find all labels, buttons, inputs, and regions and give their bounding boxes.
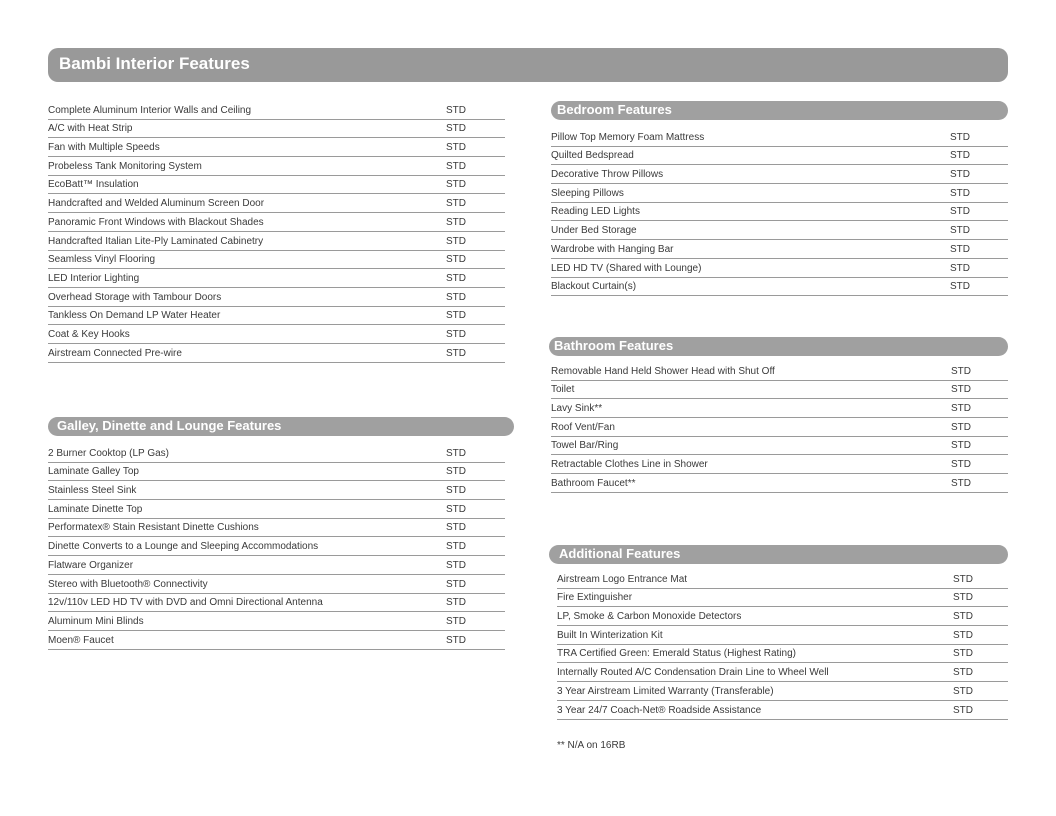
- page-title-banner: [48, 48, 1008, 82]
- feature-row: [48, 481, 505, 500]
- feature-row: [551, 437, 1008, 456]
- feature-row: [48, 307, 505, 326]
- feature-value: STD: [950, 225, 970, 237]
- feature-row: [551, 184, 1008, 203]
- feature-row: [551, 278, 1008, 297]
- feature-label: Pillow Top Memory Foam Mattress: [551, 131, 705, 143]
- feature-value: STD: [446, 272, 466, 284]
- feature-row: [48, 631, 505, 650]
- feature-label: Airstream Connected Pre-wire: [48, 347, 182, 359]
- feature-label: Panoramic Front Windows with Blackout Shades: [48, 216, 264, 228]
- feature-row: [48, 556, 505, 575]
- feature-row: [551, 147, 1008, 166]
- feature-label: Wardrobe with Hanging Bar: [551, 243, 674, 255]
- feature-label: Internally Routed A/C Condensation Drain Line to Wheel Well: [557, 667, 829, 679]
- feature-label: Removable Hand Held Shower Head with Shut Off: [551, 365, 775, 377]
- feature-value: STD: [446, 559, 466, 571]
- bathroom-section-banner: [549, 337, 1008, 356]
- feature-row: [551, 418, 1008, 437]
- feature-value: STD: [950, 187, 970, 199]
- feature-value: STD: [446, 634, 466, 646]
- feature-label: Lavy Sink**: [551, 403, 603, 415]
- feature-value: STD: [446, 160, 466, 172]
- feature-row: [48, 519, 505, 538]
- feature-row: [48, 537, 505, 556]
- feature-label: Towel Bar/Ring: [551, 440, 619, 452]
- feature-label: Flatware Organizer: [48, 559, 134, 571]
- feature-row: [48, 232, 505, 251]
- bathroom-section-title: Bathroom Features: [554, 338, 674, 353]
- feature-row: [551, 203, 1008, 222]
- feature-row: [48, 444, 505, 463]
- feature-label: Blackout Curtain(s): [551, 281, 637, 293]
- feature-row: [557, 701, 1008, 720]
- feature-row: [48, 157, 505, 176]
- feature-value: STD: [951, 459, 971, 471]
- feature-label: Bathroom Faucet**: [551, 477, 636, 489]
- feature-row: [48, 463, 505, 482]
- bathroom-features-list: [551, 362, 1008, 493]
- feature-label: Quilted Bedspread: [551, 150, 634, 162]
- feature-label: Under Bed Storage: [551, 225, 637, 237]
- feature-label: Probeless Tank Monitoring System: [48, 160, 202, 172]
- feature-value: STD: [951, 477, 971, 489]
- feature-row: [551, 474, 1008, 493]
- feature-label: Tankless On Demand LP Water Heater: [48, 310, 221, 322]
- feature-label: Coat & Key Hooks: [48, 328, 130, 340]
- feature-row: [557, 589, 1008, 608]
- feature-row: [551, 362, 1008, 381]
- feature-value: STD: [953, 573, 973, 585]
- feature-row: [48, 213, 505, 232]
- feature-value: STD: [446, 485, 466, 497]
- feature-label: LP, Smoke & Carbon Monoxide Detectors: [557, 611, 742, 623]
- feature-label: Stainless Steel Sink: [48, 485, 137, 497]
- additional-section-banner: [549, 545, 1008, 564]
- feature-row: [551, 128, 1008, 147]
- feature-row: [557, 682, 1008, 701]
- feature-row: [48, 288, 505, 307]
- feature-row: [551, 381, 1008, 400]
- additional-features-list: [557, 570, 1008, 720]
- feature-row: [557, 570, 1008, 589]
- feature-label: Sleeping Pillows: [551, 187, 624, 199]
- feature-value: STD: [446, 347, 466, 359]
- feature-row: [48, 194, 505, 213]
- feature-row: [551, 240, 1008, 259]
- feature-value: STD: [950, 262, 970, 274]
- feature-label: 2 Burner Cooktop (LP Gas): [48, 447, 169, 459]
- feature-label: TRA Certified Green: Emerald Status (Highest Rating): [557, 648, 796, 660]
- feature-row: [48, 575, 505, 594]
- feature-label: Dinette Converts to a Lounge and Sleeping Accommodations: [48, 541, 319, 553]
- feature-label: Built In Winterization Kit: [557, 629, 663, 641]
- feature-label: Decorative Throw Pillows: [551, 169, 664, 181]
- page-title: Bambi Interior Features: [59, 54, 250, 73]
- feature-value: STD: [446, 466, 466, 478]
- feature-value: STD: [953, 629, 973, 641]
- feature-row: [551, 259, 1008, 278]
- feature-value: STD: [446, 216, 466, 228]
- feature-label: LED Interior Lighting: [48, 272, 140, 284]
- galley-section-title: Galley, Dinette and Lounge Features: [57, 418, 282, 433]
- feature-value: STD: [953, 648, 973, 660]
- feature-value: STD: [446, 541, 466, 553]
- feature-row: [48, 251, 505, 270]
- feature-value: STD: [951, 384, 971, 396]
- feature-label: EcoBatt™ Insulation: [48, 179, 139, 191]
- feature-label: Handcrafted Italian Lite-Ply Laminated Cabinetry: [48, 235, 264, 247]
- feature-label: 3 Year Airstream Limited Warranty (Transferable): [557, 685, 774, 697]
- feature-label: Airstream Logo Entrance Mat: [557, 573, 688, 585]
- feature-label: Roof Vent/Fan: [551, 421, 615, 433]
- feature-value: STD: [446, 142, 466, 154]
- feature-value: STD: [446, 198, 466, 210]
- feature-label: LED HD TV (Shared with Lounge): [551, 262, 702, 274]
- feature-value: STD: [953, 611, 973, 623]
- feature-label: Laminate Dinette Top: [48, 503, 143, 515]
- feature-value: STD: [951, 421, 971, 433]
- feature-value: STD: [446, 104, 466, 116]
- feature-value: STD: [951, 440, 971, 452]
- feature-value: STD: [950, 150, 970, 162]
- feature-row: [551, 399, 1008, 418]
- feature-label: Overhead Storage with Tambour Doors: [48, 291, 222, 303]
- feature-value: STD: [953, 704, 973, 716]
- feature-row: [48, 138, 505, 157]
- feature-row: [48, 612, 505, 631]
- feature-label: Retractable Clothes Line in Shower: [551, 459, 708, 471]
- feature-label: Handcrafted and Welded Aluminum Screen Door: [48, 198, 265, 210]
- feature-label: A/C with Heat Strip: [48, 123, 133, 135]
- footnote: ** N/A on 16RB: [557, 740, 626, 751]
- feature-label: Fire Extinguisher: [557, 592, 633, 604]
- feature-row: [557, 607, 1008, 626]
- feature-label: Stereo with Bluetooth® Connectivity: [48, 578, 208, 590]
- feature-value: STD: [953, 592, 973, 604]
- interior-features-list: [48, 101, 505, 363]
- galley-features-list: [48, 444, 505, 650]
- feature-label: Seamless Vinyl Flooring: [48, 254, 156, 266]
- feature-row: [48, 500, 505, 519]
- feature-value: STD: [446, 291, 466, 303]
- feature-value: STD: [446, 235, 466, 247]
- feature-value: STD: [953, 685, 973, 697]
- feature-value: STD: [446, 597, 466, 609]
- bedroom-section-title: Bedroom Features: [557, 102, 672, 117]
- feature-value: STD: [953, 667, 973, 679]
- feature-row: [557, 645, 1008, 664]
- feature-row: [48, 101, 505, 120]
- feature-label: Laminate Galley Top: [48, 466, 139, 478]
- feature-row: [48, 176, 505, 195]
- feature-value: STD: [950, 169, 970, 181]
- feature-row: [557, 663, 1008, 682]
- feature-row: [551, 165, 1008, 184]
- feature-value: STD: [446, 123, 466, 135]
- feature-value: STD: [950, 281, 970, 293]
- feature-value: STD: [446, 328, 466, 340]
- feature-label: Reading LED Lights: [551, 206, 640, 218]
- feature-value: STD: [446, 522, 466, 534]
- feature-label: Complete Aluminum Interior Walls and Ceiling: [48, 104, 252, 116]
- feature-value: STD: [950, 243, 970, 255]
- feature-row: [48, 269, 505, 288]
- bedroom-section-banner: [551, 101, 1008, 120]
- galley-section-banner: [48, 417, 514, 436]
- feature-row: [557, 626, 1008, 645]
- feature-label: 3 Year 24/7 Coach-Net® Roadside Assistance: [557, 704, 762, 716]
- feature-value: STD: [446, 179, 466, 191]
- feature-value: STD: [951, 403, 971, 415]
- feature-row: [551, 455, 1008, 474]
- feature-row: [551, 221, 1008, 240]
- feature-value: STD: [446, 447, 466, 459]
- feature-label: Toilet: [551, 384, 575, 396]
- bedroom-features-list: [551, 128, 1008, 296]
- feature-value: STD: [446, 578, 466, 590]
- feature-label: Performatex® Stain Resistant Dinette Cushions: [48, 522, 259, 534]
- feature-row: [48, 594, 505, 613]
- feature-label: Aluminum Mini Blinds: [48, 615, 144, 627]
- feature-row: [48, 120, 505, 139]
- feature-value: STD: [950, 206, 970, 218]
- feature-value: STD: [951, 365, 971, 377]
- feature-value: STD: [446, 615, 466, 627]
- feature-label: Fan with Multiple Speeds: [48, 142, 160, 154]
- feature-value: STD: [446, 254, 466, 266]
- feature-label: 12v/110v LED HD TV with DVD and Omni Directional Antenna: [48, 597, 323, 609]
- feature-value: STD: [446, 310, 466, 322]
- feature-value: STD: [446, 503, 466, 515]
- feature-label: Moen® Faucet: [48, 634, 114, 646]
- feature-row: [48, 325, 505, 344]
- additional-section-title: Additional Features: [559, 546, 681, 561]
- feature-row: [48, 344, 505, 363]
- feature-value: STD: [950, 131, 970, 143]
